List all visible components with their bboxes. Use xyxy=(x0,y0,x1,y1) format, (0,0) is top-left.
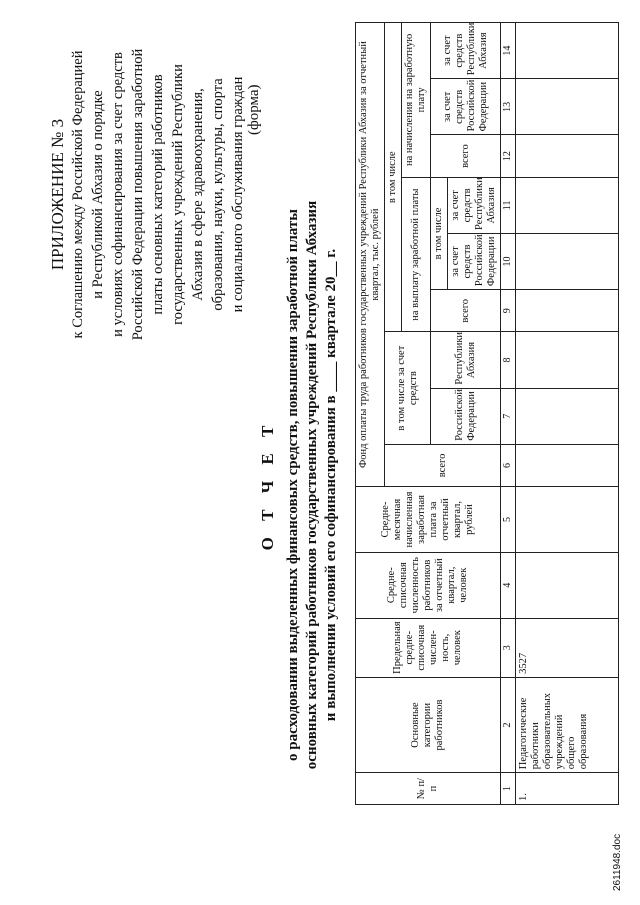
report-heading: О Т Ч Е Т xyxy=(258,419,277,551)
row-number: 1. xyxy=(516,773,619,805)
column-number-row xyxy=(501,23,516,805)
column-number: 10 xyxy=(501,233,516,289)
column-number: 13 xyxy=(501,79,516,135)
row-limit-headcount: 3527 xyxy=(516,618,619,677)
row-average-salary xyxy=(516,487,619,553)
column-number: 4 xyxy=(501,552,516,618)
column-number: 12 xyxy=(501,135,516,177)
appendix-block xyxy=(48,22,248,367)
column-number: 5 xyxy=(501,487,516,553)
row-fund-ra xyxy=(516,332,619,388)
appendix-line: Российской Федерации повышения заработной xyxy=(130,48,146,341)
appendix-line: платы основных категорий работников xyxy=(150,74,166,315)
header-average-salary: Средне-месячная начисленная заработная плата за отчетный квартал, рублей xyxy=(356,487,501,553)
row-accrual-rf xyxy=(516,79,619,135)
row-accrual-ra xyxy=(516,23,619,79)
appendix-line: государственных учреждений Республики xyxy=(170,64,186,325)
column-number: 14 xyxy=(501,23,516,79)
report-title-line: и выполнении условий его софинансирования в ____ квартале 20__ г. xyxy=(323,248,339,722)
row-average-headcount xyxy=(516,552,619,618)
header-accrual-rf: за счет средств Российской Федерации xyxy=(431,79,501,135)
document-file-code: 2611948.doc xyxy=(612,833,623,891)
row-fund-rf xyxy=(516,388,619,444)
row-payment-rf xyxy=(516,233,619,289)
report-title-line: основных категорий работников государственных учреждений Республики Абхазия xyxy=(304,200,320,770)
column-number: 6 xyxy=(501,444,516,486)
appendix-line: к Соглашению между Российской Федерацией xyxy=(70,50,86,339)
appendix-line: и социального обслуживания граждан xyxy=(230,76,246,313)
header-limit-headcount: Предельная средне-списочная числен-ность, человек xyxy=(356,618,501,677)
header-accrual-ra: за счет средств Республики Абхазия xyxy=(431,23,501,79)
column-number: 2 xyxy=(501,677,516,772)
header-payroll-fund: Фонд оплаты труда работников государственных учреждений Республики Абхазия за отчетный квартал, тыс. рублей xyxy=(356,23,385,487)
form-label: (форма) xyxy=(246,84,262,135)
header-payment-ra: за счет средств Республики Абхазия xyxy=(448,177,501,233)
column-number: 7 xyxy=(501,388,516,444)
column-number: 9 xyxy=(501,290,516,332)
report-table xyxy=(355,22,619,805)
column-number: 8 xyxy=(501,332,516,388)
header-accrual-total: всего xyxy=(431,135,501,177)
header-fund-ra: Республики Абхазия xyxy=(431,332,501,388)
row-category: Педагогические работники образовательных учреждений общего образования xyxy=(516,677,619,772)
appendix-line: Абхазия в сфере здравоохранения, xyxy=(190,88,206,301)
header-number: № п/п xyxy=(356,773,501,805)
appendix-line: и условиях софинансирования за счет средств xyxy=(110,52,126,337)
row-payment-ra xyxy=(516,177,619,233)
header-average-headcount: Средне-списочная численность работников за отчетный квартал, человек xyxy=(356,552,501,618)
header-category: Основные категории работников xyxy=(356,677,501,772)
column-number: 3 xyxy=(501,618,516,677)
row-payment-total xyxy=(516,290,619,332)
row-fund-total xyxy=(516,444,619,486)
header-payment-rf: за счет средств Российской Федерации xyxy=(448,233,501,289)
report-title-line: о расходовании выделенных финансовых средств, повышении заработной платы xyxy=(285,209,301,761)
column-number: 1 xyxy=(501,773,516,805)
table-row xyxy=(516,23,619,805)
appendix-line: и Республикой Абхазия о порядке xyxy=(90,90,106,299)
header-fund-rf: Российской Федерации xyxy=(431,388,501,444)
report-title-block xyxy=(258,125,341,845)
header-fund-total: всего xyxy=(385,444,501,486)
header-including: в том числе xyxy=(385,23,402,332)
header-payment-including: в том числе xyxy=(431,177,448,289)
header-payment-total: всего xyxy=(431,290,501,332)
column-number: 11 xyxy=(501,177,516,233)
header-salary-payment: на выплату заработной платы xyxy=(402,177,431,332)
header-including-sources: в том числе за счет средств xyxy=(385,332,431,444)
appendix-title: ПРИЛОЖЕНИЕ № 3 xyxy=(48,118,67,271)
header-salary-accruals: на начисления на заработную плату xyxy=(402,23,431,178)
appendix-line: образования, науки, культуры, спорта xyxy=(210,78,226,311)
row-accrual-total xyxy=(516,135,619,177)
